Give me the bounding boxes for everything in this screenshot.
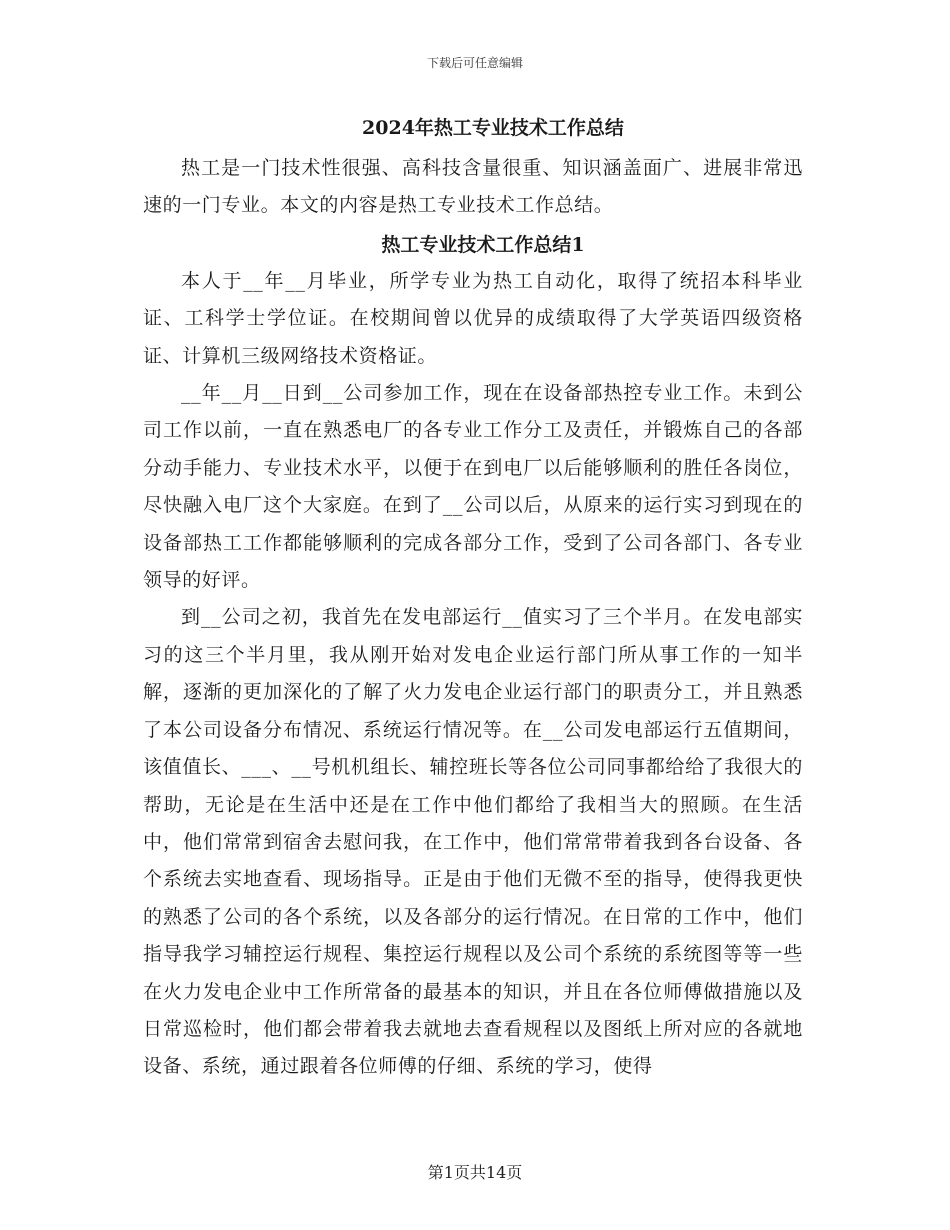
page-footer: 第1页共14页	[427, 1163, 523, 1182]
section-title: 热工专业技术工作总结1	[381, 233, 585, 256]
intro-paragraph: 热工是一门技术性很强、高科技含量很重、知识涵盖面广、进展非常迅速的一门专业。本文的内容是热工专业技术工作总结。	[143, 157, 803, 217]
document-body	[143, 114, 803, 1086]
body-paragraph-2: __年__月__日到__公司参加工作，现在在设备部热控专业工作。未到公司工作以前，一直在熟悉电厂的各专业工作分工及责任，并锻炼自己的各部分动手能力、专业技术水平，以便于在到电厂以后能够顺利的胜任各岗位，尽快融入电厂这个大家庭。在到了__公司以后，从原来的运行实习到现在的设备部热工工作都能够顺利的完成各部分工作，受到了公司各部门、各专业领导的好评。	[143, 382, 803, 592]
body-paragraph-3: 到__公司之初，我首先在发电部运行__值实习了三个半月。在发电部实习的这三个半月里，我从刚开始对发电企业运行部门所从事工作的一知半解，逐渐的更加深化的了解了火力发电企业运行部门的职责分工，并且熟悉了本公司设备分布情况、系统运行情况等。在__公司发电部运行五值期间，该值值长、___、__号机机组长、辅控班长等各位公司同事都给给了我很大的帮助，无论是在生活中还是在工作中他们都给了我相当大的照顾。在生活中，他们常常到宿舍去慰问我，在工作中，他们常常带着我到各台设备、各个系统去实地查看、现场指导。正是由于他们无微不至的指导，使得我更快的熟悉了公司的各个系统，以及各部分的运行情况。在日常的工作中，他们指导我学习辅控运行规程、集控运行规程以及公司个系统的系统图等等一些在火力发电企业中工作所常备的最基本的知识，并且在各位师傅做措施以及日常巡检时，他们都会带着我去就地去查看规程以及图纸上所对应的各就地设备、系统，通过跟着各位师傅的仔细、系统的学习，使得	[143, 606, 803, 1078]
body-paragraph-1: 本人于__年__月毕业，所学专业为热工自动化，取得了统招本科毕业证、工科学士学位证。在校期间曾以优异的成绩取得了大学英语四级资格证、计算机三级网络技术资格证。	[143, 269, 803, 367]
header-note: 下载后可任意编辑	[426, 56, 523, 70]
document-title: 2024年热工专业技术工作总结	[362, 117, 624, 139]
